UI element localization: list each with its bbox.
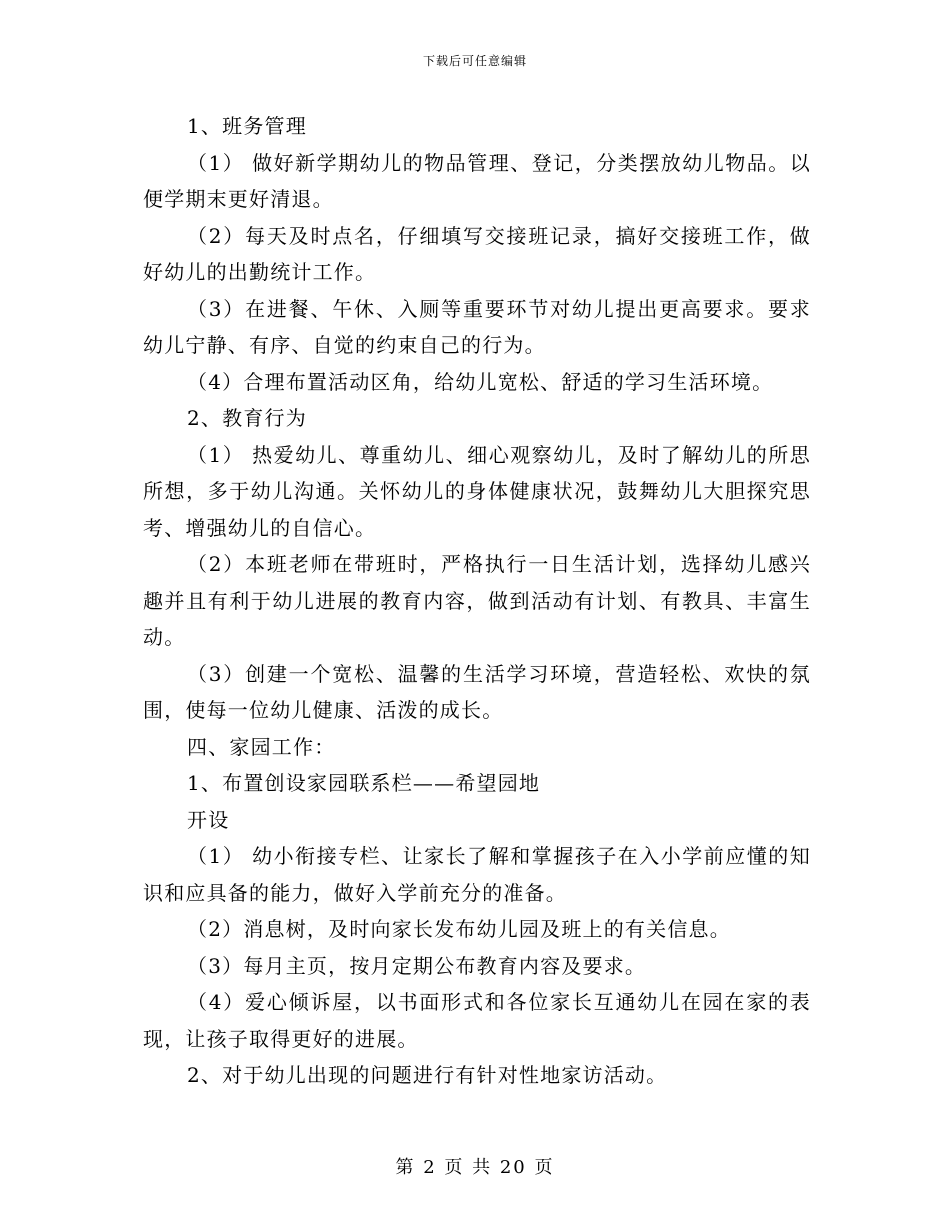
section-heading-home-school: 四、家园工作： xyxy=(187,734,336,759)
paragraph-item: （2）消息树，及时向家长发布幼儿园及班上的有关信息。 xyxy=(187,917,731,941)
paragraph-item: （1） 做好新学期幼儿的物品管理、登记，分类摆放幼儿物品。以便学期末更好清退。 xyxy=(143,150,811,211)
paragraph-item: （3）每月主页，按月定期公布教育内容及要求。 xyxy=(187,953,647,978)
paragraph-item: （2）每天及时点名，仔细填写交接班记录，搞好交接班工作，做好幼儿的出勤统计工作。 xyxy=(143,223,811,284)
paragraph-item: 2、对于幼儿出现的问题进行有针对性地家访活动。 xyxy=(187,1063,668,1087)
section-heading-contact-board: 1、布置创设家园联系栏——希望园地 xyxy=(187,771,541,795)
paragraph-item: （2）本班老师在带班时，严格执行一日生活计划，选择幼儿感兴趣并且有利于幼儿进展的教育内容，做到活动有计划、有教具、丰富生动。 xyxy=(143,552,811,649)
page-header-note: 下载后可任意编辑 xyxy=(422,54,527,68)
paragraph-item: （1） 幼小衔接专栏、让家长了解和掌握孩子在入小学前应懂的知识和应具备的能力，做好入学前充分的准备。 xyxy=(143,844,811,905)
paragraph-item: （3）创建一个宽松、温馨的生活学习环境，营造轻松、欢快的氛围，使每一位幼儿健康、活泼的成长。 xyxy=(143,661,811,722)
section-heading-education: 2、教育行为 xyxy=(187,406,307,430)
paragraph-item: （4）合理布置活动区角，给幼儿宽松、舒适的学习生活环境。 xyxy=(187,369,774,394)
document-body xyxy=(143,108,811,1094)
paragraph-item: （3）在进餐、午休、入厕等重要环节对幼儿提出更高要求。要求幼儿宁静、有序、自觉的约束自己的行为。 xyxy=(143,296,811,357)
section-heading-class-management: 1、班务管理 xyxy=(187,114,307,138)
paragraph-item: （1） 热爱幼儿、尊重幼儿、细心观察幼儿，及时了解幼儿的所思所想，多于幼儿沟通。关怀幼儿的身体健康状况，鼓舞幼儿大胆探究思考、增强幼儿的自信心。 xyxy=(143,442,811,540)
paragraph-open: 开设 xyxy=(187,807,230,832)
page-number-footer: 第 2 页 共 20 页 xyxy=(395,1157,555,1178)
paragraph-item: （4）爱心倾诉屋，以书面形式和各位家长互通幼儿在园在家的表现，让孩子取得更好的进展。 xyxy=(143,990,811,1051)
